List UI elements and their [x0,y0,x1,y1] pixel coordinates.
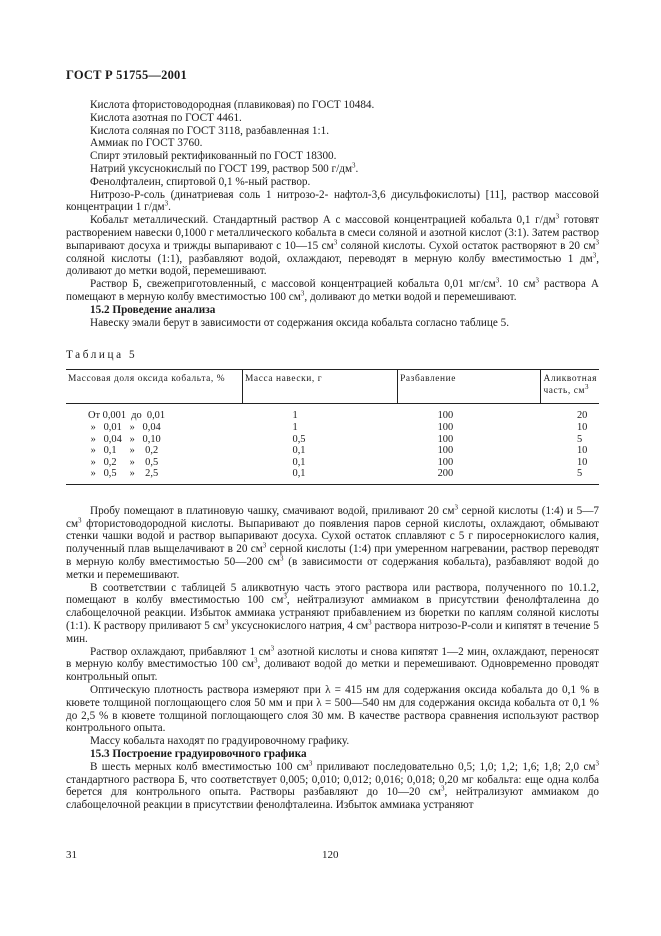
paragraph-cobalt-mass: Массу кобальта находят по градуировочному графику. [90,735,350,748]
paragraph-sample-weight: Навеску эмали берут в зависимости от содержания оксида кобальта согласно таблице 5. [90,316,510,329]
cell-dilution: 100 [437,456,454,468]
cell-mass: 0,5 [292,433,306,445]
reagent-sodium-acetate: Натрий уксуснокислый по ГОСТ 199, раствор 500 $г/дм^3$. [90,161,359,175]
table-5 [66,369,599,485]
cell-mass: 1 [292,410,298,422]
cell-mass: 0,1 [292,445,306,457]
reagent-hf: Кислота фтористоводородная (плавиковая) по ГОСТ 10484. [90,99,375,111]
paragraph-calibration: В шесть мерных колб вместимостью 100 $см^3$ приливают последовательно 0,5; 1,0; 1,2; 1,6; 1,8; 2,0 $см^3$ стандартного раствора Б, что соответствует 0,005; 0,010; 0,012; 0,016; 0,018; 0,20 мг кобальта: еще одна колба берется для контрольного опыта. Растворы разбавляют до 10—20 $см^3$, нейтрализуют аммиаком до слабощелочной реакции в присутствии фенолфталеина. Избыток аммиака устраняют [66,759,600,812]
cell-aliquot: 10 [576,445,588,457]
document-header: ГОСТ Р 51755—2001 [66,68,187,82]
reagent-phenolphthalein: Фенолфталеин, спиртовой 0,1 %-ный раствор. [90,175,311,188]
paragraph-cooling: Раствор охлаждают, прибавляют 1 $см^3$ азотной кислоты и снова кипятят 1—2 мин, охлаждают, переносят в мерную колбу вместимостью 100 $см^3$, доливают водой до метки и перемешивают. Одновременно проводят контрольный опыт. [66,643,600,684]
header-sample-mass: Масса навески, г [243,370,398,404]
table-row [66,434,599,446]
cell-aliquot: 5 [576,433,583,445]
cell-mass: 0,1 [292,456,306,468]
header-dilution: Разбавление [398,370,541,404]
table-row [66,445,599,457]
table-row [66,468,599,484]
paragraph-optical-density: Оптическую плотность раствора измеряют при λ = 415 нм для содержания оксида кобальта до 0,1 % в кювете толщиной поглощающего слоя 50 мм и при λ = 500—540 нм для содержания оксида кобальта от 0,1 % до 2,5 % в кювете толщиной поглощающего слоя 30 мм. В качестве раствора сравнения используют раствор контрольного опыта. [66,684,599,735]
cell-aliquot: 5 [541,468,599,484]
paragraph-cobalt-standard-a: Кобальт металлический. Стандартный раствор А с массовой концентрацией кобальта 0,1 $г/дм^3$ готовят растворением навески 0,1000 г металлического кобальта в смеси соляной и азотной кислот (3:1). Затем раствор выпаривают досуха и трижды выпаривают с 10—15 $см^3$ соляной кислоты. Сухой остаток растворяют в 20 $см^3$ соляной кислоты (1:1), разбавляют водой, охлаждают, переводят в мерную колбу вместимостью 1 $дм^3$, доливают до метки водой, перемешивают. [66,212,599,278]
paragraph-aliquot: В соответствии с таблицей 5 аликвотную часть этого раствора или раствора, полученного по 10.1.2, помещают в колбу вместимостью 100 $см^3$, нейтрализуют аммиаком в присутствии фенолфталеина до слабощелочной реакции. Избыток аммиака устраняют прибавлением из бюретки по каплям соляной кислоты (1:1). К раствору приливают 5 $см^3$ уксуснокислого натрия, 4 $см^3$ раствора нитрозо-Р-соли и кипятят в течение 5 мин. [66,581,600,645]
page-number-center: 120 [322,849,339,861]
cell-fraction: От 0,001 до 0,01 [88,410,166,422]
paragraph-solution-b: Раствор Б, свежеприготовленный, с массовой концентрацией кобальта 0,01 $мг/см^3$. 10 $см^3$ раствора А помещают в мерную колбу вместимостью 100 $см^3$, доливают до метки водой и перемешивают. [66,276,599,303]
cell-dilution: 100 [437,445,454,457]
table-header-row [66,370,599,404]
reagent-hcl: Кислота соляная по ГОСТ 3118, разбавленная 1:1. [90,124,329,137]
cell-mass: 0,1 [243,468,398,484]
cell-dilution: 100 [437,421,454,433]
table-row [66,457,599,469]
page-content [66,99,599,812]
paragraph-sample-preparation: Пробу помещают в платиновую чашку, смачивают водой, приливают 20 $см^3$ серной кислоты (1:4) и 5—7 $см^3$ фтористоводородной кислоты. Выпаривают до появления паров серной кислоты, охлаждают, обмывают стенки чашки водой и раствор выпаривают досуха. Сухой остаток сплавляют с 5 г пиросернокислого калия, полученный плав выщелачивают в 20 $см^3$ серной кислоты (1:4) при умеренном нагревании, раствор переводят в мерную колбу вместимостью 50—200 $см^3$ (в зависимости от содержания кобальта), разбавляют водой до метки и перемешивают. [66,503,600,581]
cell-fraction: » 0,01 » 0,04 [88,421,161,433]
header-aliquot: Аликвотная часть, $см^3$ [541,370,599,404]
cell-aliquot: 10 [576,421,588,433]
cell-fraction: » 0,1 » 0,2 [88,445,159,457]
section-heading-15-2: 15.2 Проведение анализа [90,303,216,316]
cell-dilution: 200 [398,468,541,484]
page-number-left: 31 [66,849,77,861]
cell-fraction: » 0,2 » 0,5 [88,456,159,468]
table-row [66,422,599,434]
cell-dilution: 100 [437,433,454,445]
reagent-ethanol: Спирт этиловый ректификованный по ГОСТ 18300. [90,150,337,163]
cell-aliquot: 10 [576,456,588,468]
paragraph-nitroso-salt: Нитрозо-Р-соль (динатриевая соль 1 нитрозо-2- нафтол-3,6 дисульфокислоты) [11], раствор массовой концентрации 1 $г/дм^3$. [66,188,599,214]
table-row [66,404,599,422]
cell-fraction: » 0,5 » 2,5 [66,468,243,484]
cell-fraction: » 0,04 » 0,10 [88,433,161,445]
cell-mass: 1 [292,421,298,433]
section-heading-15-3: 15.3 Построение градуировочного графика [90,748,307,761]
cell-aliquot: 20 [576,410,588,422]
reagent-ammonia: Аммиак по ГОСТ 3760. [90,137,203,150]
header-cobalt-oxide-fraction: Массовая доля оксида кобальта, % [66,370,243,404]
cell-dilution: 100 [437,410,454,422]
table-caption: Таблица 5 [66,349,138,362]
reagent-nitric-acid: Кислота азотная по ГОСТ 4461. [90,111,242,124]
